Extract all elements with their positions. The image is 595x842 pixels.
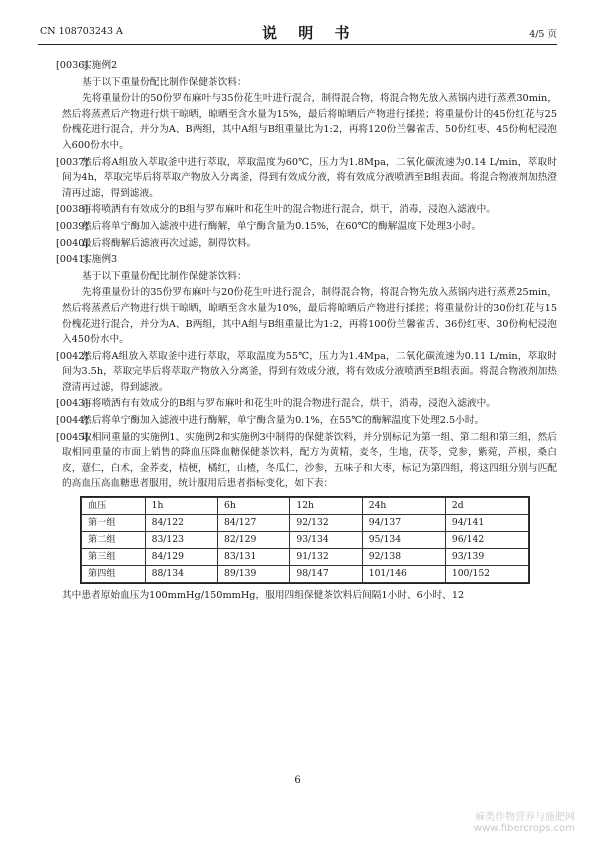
table-cell: 101/146 xyxy=(362,566,445,583)
paragraph-text: 先将重量份计的35份罗布麻叶与20份花生叶进行混合，制得混合物，将混合物先放入蒸锅内进行蒸煮25min，然后将蒸煮后产物进行烘干晾晒，晾晒至含水量为10%，最后将晾晒后产物进行揉搓；将重量份计的30份红花与15份槐花进行混合，并分为A、B两组，其中A组与B组重量比为1:2，再将100份兰馨雀舌、36份红枣、30份枸杞浸泡入450份水中。 xyxy=(62,287,557,346)
table-header-cell: 血压 xyxy=(82,498,146,515)
table-cell: 96/142 xyxy=(445,532,528,549)
paragraph xyxy=(62,285,557,347)
table-cell: 84/127 xyxy=(217,515,289,532)
table-header-cell: 1h xyxy=(145,498,217,515)
paragraph-text: 实施例3 xyxy=(82,254,118,266)
table-header-cell: 2d xyxy=(445,498,528,515)
page-info: 4/5 页 xyxy=(529,29,557,40)
table-cell: 98/147 xyxy=(290,566,362,583)
paragraph-text: 基于以下重量份配比制作保健茶饮料： xyxy=(82,76,247,88)
table-cell: 92/138 xyxy=(362,549,445,566)
document-body xyxy=(56,58,557,604)
table-row xyxy=(82,532,529,549)
paragraph-number: [0036] xyxy=(56,60,89,71)
paragraph-text: 然后将单宁酶加入滤液中进行酶解，单宁酶含量为0.15%，在60℃的酶解温度下处理3小时。 xyxy=(82,220,482,232)
paragraph-number: [0038] xyxy=(56,204,89,216)
table-cell: 94/137 xyxy=(362,515,445,532)
paragraph-text: 取相同重量的实施例1、实施例2和实施例3中制得的保健茶饮料，并分别标记为第一组、第二组和第三组，然后取相同重量的市面上销售的降血压降血糖保健茶饮料，配方为黄精，麦冬，生地，茯苓，党参，紫菀，芦根，桑白皮，薏仁，白术，金荞麦，桔梗，橘红，山楂，冬瓜仁，沙参，五味子和大枣，标记为第四组，将这四组分别与匹配的高血压高血糖患者服用，统计服用后患者指标变化，如下表： xyxy=(62,431,557,490)
paragraph-text: 再将喷洒有有效成分的B组与罗布麻叶和花生叶的混合物进行混合，烘干，消毒，浸泡入滤液中。 xyxy=(82,398,496,410)
table-cell: 92/132 xyxy=(290,515,362,532)
table-cell: 第四组 xyxy=(82,566,146,583)
watermark-cn: 麻类作物营养与施肥网 xyxy=(475,812,575,823)
paragraph-text: 然后将单宁酶加入滤液中进行酶解，单宁酶含量为0.1%，在55℃的酶解温度下处理2.5小时。 xyxy=(82,415,485,427)
table-cell: 95/134 xyxy=(362,532,445,549)
paragraph-text: 基于以下重量份配比制作保健茶饮料： xyxy=(82,270,247,282)
table-cell: 83/123 xyxy=(145,532,217,549)
paragraph xyxy=(56,413,557,429)
paragraph-number: [0037] xyxy=(56,156,89,168)
paragraph-text: 然后将A组放入萃取釜中进行萃取，萃取温度为55℃，压力为1.4Mpa，二氧化碳流速为0.11 L/min，萃取时间为3.5h，萃取完毕后将萃取产物放入分离釜，得到有效成分液，将有效成分液喷洒至B组表面。将混合物液剂加热澄清再过滤，得到滤液。 xyxy=(62,350,557,393)
table-cell: 94/141 xyxy=(445,515,528,532)
paragraph xyxy=(56,349,557,396)
table-cell: 100/152 xyxy=(445,566,528,583)
paragraph xyxy=(56,219,557,235)
paragraph-number: [0044] xyxy=(56,415,89,427)
table-row xyxy=(82,549,529,566)
paragraph-number: [0045] xyxy=(56,431,89,443)
paragraph xyxy=(56,58,557,74)
table-cell: 88/134 xyxy=(145,566,217,583)
table-cell: 93/139 xyxy=(445,549,528,566)
table-cell: 第二组 xyxy=(82,532,146,549)
paragraph-text: 然后将A组放入萃取釜中进行萃取，萃取温度为60℃，压力为1.8Mpa，二氧化碳流速为0.14 L/min，萃取时间为4h，萃取完毕后将萃取产物放入分离釜，得到有效成分液，将有效成分液喷洒至B组表面。将混合物液剂加热澄清再过滤，得到滤液。 xyxy=(62,156,557,199)
watermark-url: www.fibercrops.com xyxy=(473,823,575,834)
closing-text: 其中患者原始血压为100mmHg/150mmHg，服用四组保健茶饮料后间隔1小时、6小时、12 xyxy=(62,590,465,602)
paragraph xyxy=(56,202,557,218)
table-row xyxy=(82,566,529,583)
paragraph-number: [0043] xyxy=(56,398,89,410)
paragraph xyxy=(56,236,557,252)
paragraph xyxy=(56,252,557,268)
page-number: 6 xyxy=(294,775,301,786)
paragraph-text: 再将喷洒有有效成分的B组与罗布麻叶和花生叶的混合物进行混合，烘干，消毒，浸泡入滤液中。 xyxy=(82,204,496,216)
paragraph-number: [0041] xyxy=(56,254,89,266)
table-cell: 82/129 xyxy=(217,532,289,549)
paragraph-number: [0040] xyxy=(56,237,89,249)
table-header-row xyxy=(82,498,529,515)
paragraph xyxy=(56,430,557,492)
paragraph xyxy=(62,75,557,91)
table-cell: 89/139 xyxy=(217,566,289,583)
paragraph-text: 实施例2 xyxy=(82,60,118,71)
table-cell: 第一组 xyxy=(82,515,146,532)
header-rule xyxy=(38,44,557,45)
doc-number: CN 108703243 A xyxy=(40,26,123,37)
paragraph-text: 最后将酶解后滤液再次过滤，制得饮料。 xyxy=(82,237,257,249)
paragraph-number: [0039] xyxy=(56,220,89,232)
paragraph-list xyxy=(56,58,557,492)
table-header-cell: 6h xyxy=(217,498,289,515)
paragraph xyxy=(62,91,557,153)
table-row xyxy=(82,515,529,532)
table-cell: 84/122 xyxy=(145,515,217,532)
paragraph-number: [0042] xyxy=(56,350,89,362)
document-title: 说 明 书 xyxy=(262,24,358,42)
table-header-cell: 24h xyxy=(362,498,445,515)
table-cell: 91/132 xyxy=(290,549,362,566)
paragraph xyxy=(56,155,557,202)
paragraph xyxy=(62,269,557,285)
paragraph-text: 先将重量份计的50份罗布麻叶与35份花生叶进行混合，制得混合物，将混合物先放入蒸锅内进行蒸煮30min，然后将蒸煮后产物进行烘干晾晒，晾晒至含水量为15%，最后将晾晒后产物进行揉搓；将重量份计的45份红花与25份槐花进行混合，并分为A、B两组，其中A组与B组重量比为1:2，再将120份兰馨雀舌、50份红枣、45份枸杞浸泡入600份水中。 xyxy=(62,93,557,151)
blood-pressure-table xyxy=(80,496,530,584)
table-cell: 84/129 xyxy=(145,549,217,566)
paragraph xyxy=(56,396,557,412)
table-cell: 第三组 xyxy=(82,549,146,566)
table-cell: 83/131 xyxy=(217,549,289,566)
table-cell: 93/134 xyxy=(290,532,362,549)
site-watermark xyxy=(474,808,575,834)
table-header-cell: 12h xyxy=(290,498,362,515)
